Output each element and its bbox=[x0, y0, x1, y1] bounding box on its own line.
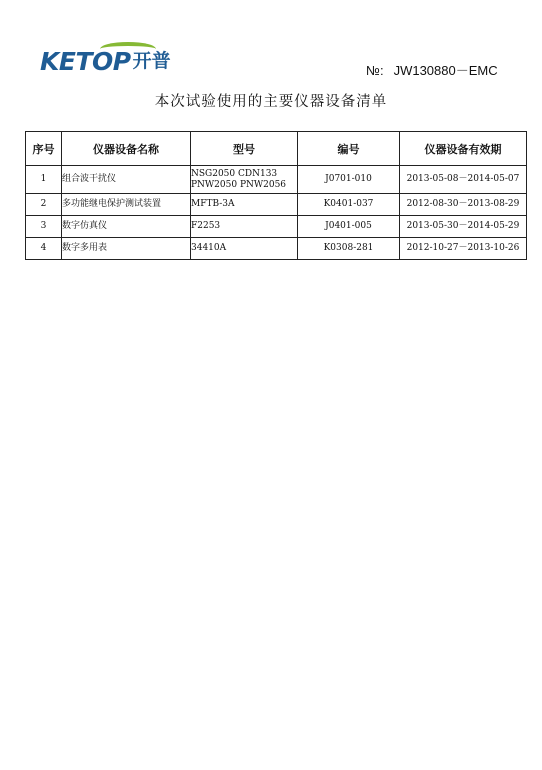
equipment-table bbox=[25, 131, 527, 260]
cell-model: MFTB-3A bbox=[191, 194, 298, 216]
document-number bbox=[366, 60, 498, 79]
column-header-validity: 仪器设备有效期 bbox=[400, 132, 527, 166]
cell-index: 3 bbox=[26, 216, 62, 238]
table-row bbox=[26, 194, 527, 216]
cell-name: 多功能继电保护测试装置 bbox=[62, 194, 191, 216]
logo-wordmark: KETOP bbox=[40, 46, 131, 76]
cell-validity: 2013-05-30－2014-05-29 bbox=[400, 216, 527, 238]
cell-code: K0308-281 bbox=[298, 238, 400, 260]
column-header-index: 序号 bbox=[26, 132, 62, 166]
column-header-model: 型号 bbox=[191, 132, 298, 166]
document-number-label: №: bbox=[366, 63, 384, 78]
cell-validity: 2013-05-08－2014-05-07 bbox=[400, 166, 527, 194]
cell-name: 数字仿真仪 bbox=[62, 216, 191, 238]
cell-index: 1 bbox=[26, 166, 62, 194]
cell-index: 4 bbox=[26, 238, 62, 260]
column-header-name: 仪器设备名称 bbox=[62, 132, 191, 166]
company-logo bbox=[40, 46, 171, 76]
cell-code: J0401-005 bbox=[298, 216, 400, 238]
table-row bbox=[26, 238, 527, 260]
cell-validity: 2012-10-27－2013-10-26 bbox=[400, 238, 527, 260]
document-number-value: JW130880－EMC bbox=[393, 63, 498, 78]
cell-code: K0401-037 bbox=[298, 194, 400, 216]
cell-validity: 2012-08-30－2013-08-29 bbox=[400, 194, 527, 216]
cell-name: 组合波干扰仪 bbox=[62, 166, 191, 194]
cell-code: J0701-010 bbox=[298, 166, 400, 194]
column-header-code: 编号 bbox=[298, 132, 400, 166]
cell-model-line: PNW2050 PNW2056 bbox=[191, 179, 287, 190]
cell-model: F2253 bbox=[191, 216, 298, 238]
cell-name: 数字多用表 bbox=[62, 238, 191, 260]
cell-index: 2 bbox=[26, 194, 62, 216]
page-title: 本次试验使用的主要仪器设备清单 bbox=[154, 94, 388, 110]
cell-model-line: NSG2050 CDN133 bbox=[191, 168, 278, 179]
cell-model: 34410A bbox=[191, 238, 298, 260]
table-row bbox=[26, 166, 527, 194]
logo-swoosh-icon bbox=[100, 42, 156, 56]
table-header-row bbox=[26, 132, 527, 166]
logo-chinese-name: 开普 bbox=[132, 49, 171, 72]
cell-model bbox=[191, 166, 298, 194]
table-row bbox=[26, 216, 527, 238]
